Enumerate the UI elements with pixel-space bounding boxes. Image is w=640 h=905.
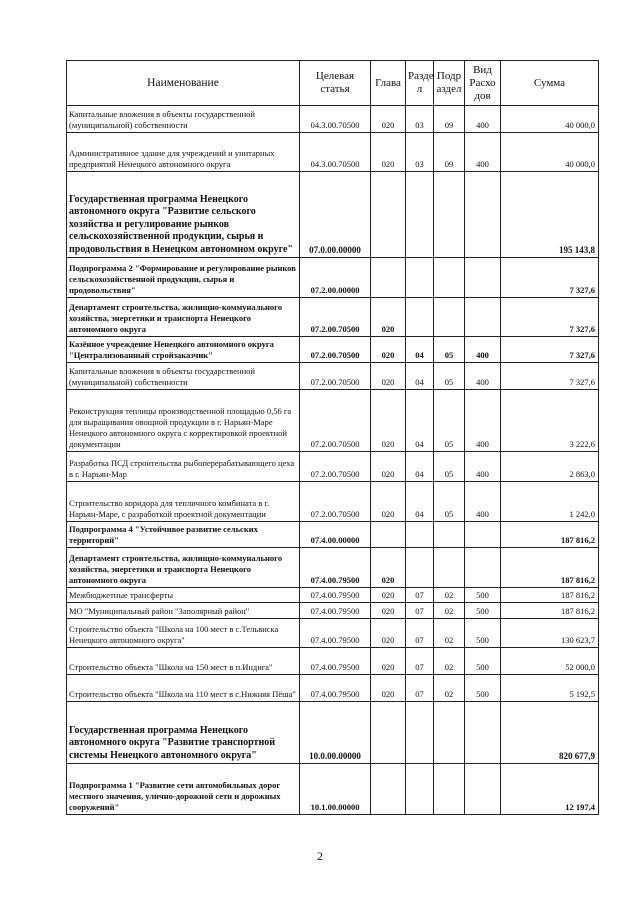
cell-subsection xyxy=(434,298,465,337)
cell-subsection: 09 xyxy=(434,106,465,133)
cell-sum: 187 816,2 xyxy=(501,548,599,588)
cell-chapter: 020 xyxy=(371,603,406,619)
cell-sum: 7 327,6 xyxy=(501,258,599,298)
cell-section: 04 xyxy=(406,482,434,522)
cell-subsection xyxy=(434,172,465,258)
table-row xyxy=(67,298,599,337)
cell-subsection xyxy=(434,702,465,764)
cell-target: 07.2.00.70500 xyxy=(300,298,371,337)
cell-name: Строительство объекта "Школа на 110 мест в с.Нижняя Пёша" xyxy=(67,675,300,702)
cell-target: 07.2.00.70500 xyxy=(300,337,371,363)
table-row xyxy=(67,702,599,764)
cell-name: Капитальные вложения в объекты государственной (муниципальной) собственности xyxy=(67,106,300,133)
cell-sum: 40 000,0 xyxy=(501,133,599,172)
cell-name: Государственная программа Ненецкого автономного округа "Развитие транспортной системы Ненецкого автономного округа" xyxy=(67,702,300,764)
table-row xyxy=(67,452,599,482)
cell-name: Подпрограмма 2 "Формирование и регулирование рынков сельскохозяйственной продукции, сырья и продовольствия" xyxy=(67,258,300,298)
cell-subsection: 05 xyxy=(434,482,465,522)
table-row xyxy=(67,482,599,522)
table-row xyxy=(67,172,599,258)
cell-type: 400 xyxy=(465,390,501,452)
cell-sum: 187 816,2 xyxy=(501,588,599,603)
cell-target: 04.3.00.70500 xyxy=(300,106,371,133)
cell-sum: 187 816,2 xyxy=(501,522,599,548)
table-row xyxy=(67,588,599,603)
cell-chapter: 020 xyxy=(371,452,406,482)
cell-sum: 7 327,6 xyxy=(501,337,599,363)
cell-section: 04 xyxy=(406,390,434,452)
cell-subsection: 09 xyxy=(434,133,465,172)
cell-type: 400 xyxy=(465,106,501,133)
table-row xyxy=(67,258,599,298)
cell-type: 400 xyxy=(465,482,501,522)
table-row xyxy=(67,106,599,133)
cell-type: 500 xyxy=(465,675,501,702)
cell-sum: 5 192,5 xyxy=(501,675,599,702)
cell-type xyxy=(465,258,501,298)
cell-subsection: 02 xyxy=(434,619,465,648)
cell-sum: 820 677,9 xyxy=(501,702,599,764)
cell-sum: 7 327,6 xyxy=(501,298,599,337)
page-number: 2 xyxy=(317,849,323,863)
cell-name: Казённое учреждение Ненецкого автономного округа "Централизованный стройзаказчик" xyxy=(67,337,300,363)
table-body xyxy=(67,106,599,815)
cell-chapter: 020 xyxy=(371,482,406,522)
cell-section xyxy=(406,522,434,548)
cell-name: Разработка ПСД строительства рыбоперерабатывающего цеха в г. Нарьян-Мар xyxy=(67,452,300,482)
header-target: Целевая статья xyxy=(300,61,371,106)
budget-table xyxy=(66,60,599,815)
cell-target: 10.0.00.00000 xyxy=(300,702,371,764)
cell-target: 07.4.00.79500 xyxy=(300,588,371,603)
table-row xyxy=(67,619,599,648)
header-subsection: Подр аздел xyxy=(434,61,465,106)
cell-target: 07.4.00.79500 xyxy=(300,619,371,648)
cell-sum: 1 242,0 xyxy=(501,482,599,522)
cell-name: Департамент строительства, жилищно-коммунального хозяйства, энергетики и транспорта Ненецкого автономного округа xyxy=(67,548,300,588)
cell-target: 04.3.00.70500 xyxy=(300,133,371,172)
cell-section: 03 xyxy=(406,106,434,133)
cell-target: 10.1.00.00000 xyxy=(300,764,371,815)
table-row xyxy=(67,390,599,452)
cell-chapter: 020 xyxy=(371,390,406,452)
cell-chapter: 020 xyxy=(371,298,406,337)
cell-name: Государственная программа Ненецкого автономного округа "Развитие сельского хозяйства и регулирование рынков сельскохозяйственной продукции, сырья и продовольствия в Ненецком автономном округе" xyxy=(67,172,300,258)
cell-section: 04 xyxy=(406,363,434,390)
cell-target: 07.4.00.00000 xyxy=(300,522,371,548)
table-row xyxy=(67,363,599,390)
cell-section: 07 xyxy=(406,648,434,675)
cell-name: Подпрограмма 1 "Развитие сети автомобильных дорог местного значения, улично-дорожной сети и дорожных сооружений" xyxy=(67,764,300,815)
table-header-row xyxy=(67,61,599,106)
cell-chapter xyxy=(371,522,406,548)
cell-subsection xyxy=(434,522,465,548)
cell-section: 03 xyxy=(406,133,434,172)
cell-name: Строительство объекта "Школа на 100 мест в с.Тельвиска Ненецкого автономного округа" xyxy=(67,619,300,648)
cell-sum: 12 197,4 xyxy=(501,764,599,815)
cell-type: 400 xyxy=(465,363,501,390)
header-chapter: Глава xyxy=(371,61,406,106)
cell-type xyxy=(465,298,501,337)
cell-chapter: 020 xyxy=(371,648,406,675)
cell-section xyxy=(406,764,434,815)
cell-type xyxy=(465,702,501,764)
cell-chapter xyxy=(371,764,406,815)
cell-target: 07.4.00.79500 xyxy=(300,675,371,702)
cell-subsection xyxy=(434,548,465,588)
cell-sum: 40 000,0 xyxy=(501,106,599,133)
cell-section: 07 xyxy=(406,619,434,648)
cell-target: 07.4.00.79500 xyxy=(300,648,371,675)
cell-target: 07.2.00.00000 xyxy=(300,258,371,298)
cell-sum: 7 327,6 xyxy=(501,363,599,390)
cell-name: Межбюджетные трансферты xyxy=(67,588,300,603)
table-row xyxy=(67,133,599,172)
cell-subsection: 02 xyxy=(434,648,465,675)
table-row xyxy=(67,337,599,363)
cell-subsection xyxy=(434,764,465,815)
cell-subsection xyxy=(434,258,465,298)
cell-chapter: 020 xyxy=(371,133,406,172)
cell-chapter: 020 xyxy=(371,588,406,603)
cell-target: 07.4.00.79500 xyxy=(300,548,371,588)
cell-chapter xyxy=(371,172,406,258)
cell-chapter xyxy=(371,258,406,298)
cell-section xyxy=(406,702,434,764)
table-row xyxy=(67,603,599,619)
cell-subsection: 05 xyxy=(434,390,465,452)
header-sum: Сумма xyxy=(501,61,599,106)
cell-type xyxy=(465,548,501,588)
table-row xyxy=(67,522,599,548)
cell-name: Капитальные вложения в объекты государственной (муниципальной) собственности xyxy=(67,363,300,390)
cell-target: 07.4.00.79500 xyxy=(300,603,371,619)
cell-section: 04 xyxy=(406,452,434,482)
cell-name: МО "Муниципальный район "Заполярный район" xyxy=(67,603,300,619)
cell-subsection: 02 xyxy=(434,675,465,702)
cell-subsection: 05 xyxy=(434,452,465,482)
cell-type: 500 xyxy=(465,619,501,648)
cell-sum: 195 143,8 xyxy=(501,172,599,258)
cell-target: 07.0.00.00000 xyxy=(300,172,371,258)
cell-chapter: 020 xyxy=(371,548,406,588)
table-row xyxy=(67,764,599,815)
header-name: Наименование xyxy=(67,61,300,106)
cell-subsection: 05 xyxy=(434,337,465,363)
cell-chapter: 020 xyxy=(371,619,406,648)
cell-chapter: 020 xyxy=(371,106,406,133)
cell-name: Административное здание для учреждений и унитарных предприятий Ненецкого автономного округа xyxy=(67,133,300,172)
cell-subsection: 02 xyxy=(434,603,465,619)
cell-type: 500 xyxy=(465,648,501,675)
cell-subsection: 05 xyxy=(434,363,465,390)
header-section: Разде л xyxy=(406,61,434,106)
table-row xyxy=(67,648,599,675)
table-row xyxy=(67,675,599,702)
cell-chapter: 020 xyxy=(371,363,406,390)
cell-type xyxy=(465,522,501,548)
cell-sum: 2 863,0 xyxy=(501,452,599,482)
cell-section: 04 xyxy=(406,337,434,363)
cell-target: 07.2.00.70500 xyxy=(300,390,371,452)
cell-type xyxy=(465,172,501,258)
cell-section xyxy=(406,172,434,258)
header-expense-type: Вид Расхо дов xyxy=(465,61,501,106)
cell-section: 07 xyxy=(406,603,434,619)
table-row xyxy=(67,548,599,588)
cell-type: 400 xyxy=(465,452,501,482)
cell-section: 07 xyxy=(406,588,434,603)
cell-target: 07.2.00.70500 xyxy=(300,363,371,390)
cell-sum: 187 816,2 xyxy=(501,603,599,619)
cell-name: Реконструкция теплицы производственной площадью 0,56 га для выращивания овощной продукции в г. Нарьян-Маре Ненецкого автономного округа с корректировкой проектной документации xyxy=(67,390,300,452)
cell-chapter: 020 xyxy=(371,675,406,702)
cell-chapter: 020 xyxy=(371,337,406,363)
cell-chapter xyxy=(371,702,406,764)
cell-name: Строительство объекта "Школа на 150 мест в п.Индига" xyxy=(67,648,300,675)
cell-type: 400 xyxy=(465,337,501,363)
cell-section xyxy=(406,298,434,337)
cell-target: 07.2.00.70500 xyxy=(300,482,371,522)
cell-type: 500 xyxy=(465,588,501,603)
cell-section: 07 xyxy=(406,675,434,702)
cell-name: Подпрограмма 4 "Устойчивое развитие сельских территорий" xyxy=(67,522,300,548)
cell-subsection: 02 xyxy=(434,588,465,603)
cell-section xyxy=(406,548,434,588)
cell-type: 400 xyxy=(465,133,501,172)
cell-target: 07.2.00.70500 xyxy=(300,452,371,482)
cell-sum: 3 222,6 xyxy=(501,390,599,452)
cell-name: Департамент строительства, жилищно-коммунального хозяйства, энергетики и транспорта Ненецкого автономного округа xyxy=(67,298,300,337)
cell-type xyxy=(465,764,501,815)
cell-sum: 52 000,0 xyxy=(501,648,599,675)
cell-sum: 130 623,7 xyxy=(501,619,599,648)
cell-section xyxy=(406,258,434,298)
cell-name: Строительство коридора для тепличного комбината в г. Нарьян-Маре, с разработкой проектной документации xyxy=(67,482,300,522)
cell-type: 500 xyxy=(465,603,501,619)
